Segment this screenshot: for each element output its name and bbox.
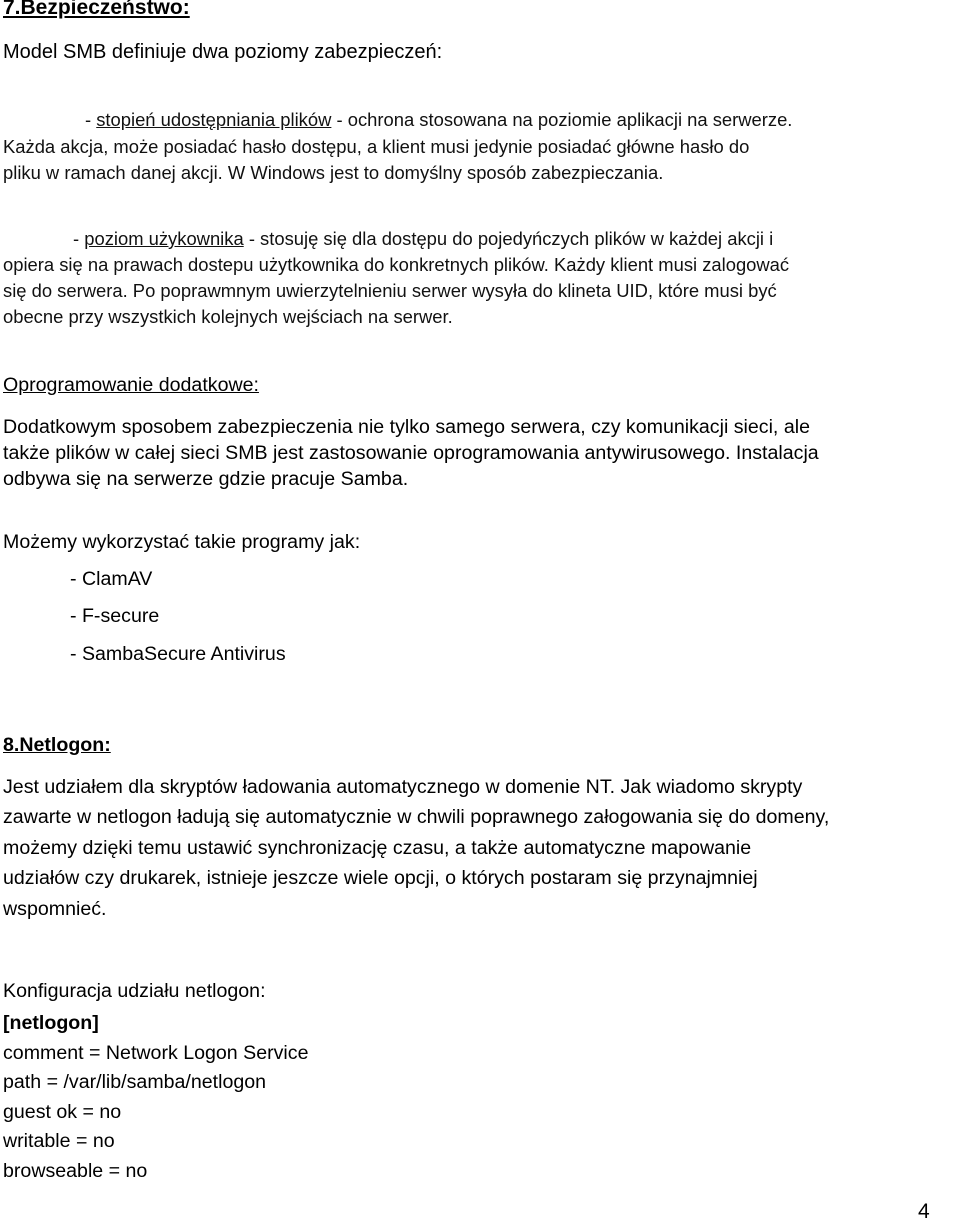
netlogon-line-5: wspomnieć. <box>3 897 107 920</box>
additional-software-heading: Oprogramowanie dodatkowe: <box>3 374 259 396</box>
config-line: guest ok = no <box>3 1100 122 1123</box>
additional-software-paragraph <box>3 414 819 492</box>
share-level-line-1-rest: - ochrona stosowana na poziomie aplikacji na serwerze. <box>331 109 793 130</box>
share-level-term: stopień udostępniania plików <box>96 109 332 130</box>
config-section-name: [netlogon] <box>3 1012 99 1034</box>
share-level-line-3: pliku w ramach danej akcji. W Windows jest to domyślny sposób zabezpieczania. <box>3 162 664 183</box>
additional-software-line-1: Dodatkowym sposobem zabezpieczenia nie tylko samego serwera, czy komunikacji sieci, ale <box>3 416 810 438</box>
user-level-line-4: obecne przy wszystkich kolejnych wejściach na serwer. <box>3 306 453 327</box>
netlogon-paragraph <box>3 772 829 924</box>
netlogon-line-2: zawarte w netlogon ładują się automatycznie w chwili poprawnego załogowania się do domeny, <box>3 806 830 829</box>
programs-intro: Możemy wykorzystać takie programy jak: <box>3 531 361 553</box>
netlogon-line-3: możemy dzięki temu ustawić synchronizację czasu, a także automatyczne mapowanie <box>3 836 752 859</box>
netlogon-line-4: udziałów czy drukarek, istnieje jeszcze wiele opcji, o których postaram się przynajmniej <box>3 867 758 890</box>
user-level-line-1 <box>3 226 789 252</box>
netlogon-line-1: Jest udziałem dla skryptów ładowania automatycznego w domenie NT. Jak wiadomo skrypty <box>3 776 803 798</box>
config-line: path = /var/lib/samba/netlogon <box>3 1071 267 1093</box>
user-level-line-2: opiera się na prawach dostepu użytkownika do konkretnych plików. Każdy klient musi zalogować <box>3 254 790 275</box>
share-level-line-2: Każda akcja, może posiadać hasło dostępu, a klient musi jedynie posiadać główne hasło do <box>3 135 750 157</box>
user-level-term: poziom użykownika <box>84 228 244 249</box>
config-block <box>3 1009 308 1186</box>
program-list-item: - F-secure <box>70 605 160 627</box>
user-level-line-1-rest: - stosuję się dla dostępu do pojedyńczych plików w każdej akcji i <box>243 228 774 249</box>
share-level-paragraph <box>3 107 792 187</box>
share-level-line-1 <box>3 107 792 134</box>
section-8-heading: 8.Netlogon: <box>3 734 111 756</box>
additional-software-line-2: także plików w całej sieci SMB jest zastosowanie oprogramowania antywirusowego. Instalacja <box>3 442 819 464</box>
security-intro: Model SMB definiuje dwa poziomy zabezpieczeń: <box>3 41 443 63</box>
program-list-item: - ClamAV <box>70 568 153 590</box>
config-line: browseable = no <box>3 1159 148 1182</box>
config-line: writable = no <box>3 1130 115 1152</box>
config-intro: Konfiguracja udziału netlogon: <box>3 980 266 1002</box>
user-level-line-3: się do serwera. Po poprawmnym uwierzytelnieniu serwer wysyła do klineta UID, które musi być <box>3 280 777 301</box>
share-level-dash: - <box>85 109 97 130</box>
section-7-heading: 7.Bezpieczeństwo: <box>3 0 190 19</box>
page-number: 4 <box>918 1200 930 1223</box>
user-level-dash: - <box>73 228 85 249</box>
config-line: comment = Network Logon Service <box>3 1041 309 1064</box>
additional-software-line-3: odbywa się na serwerze gdzie pracuje Samba. <box>3 468 409 490</box>
program-list-item: - SambaSecure Antivirus <box>70 643 286 665</box>
user-level-paragraph <box>3 226 789 330</box>
